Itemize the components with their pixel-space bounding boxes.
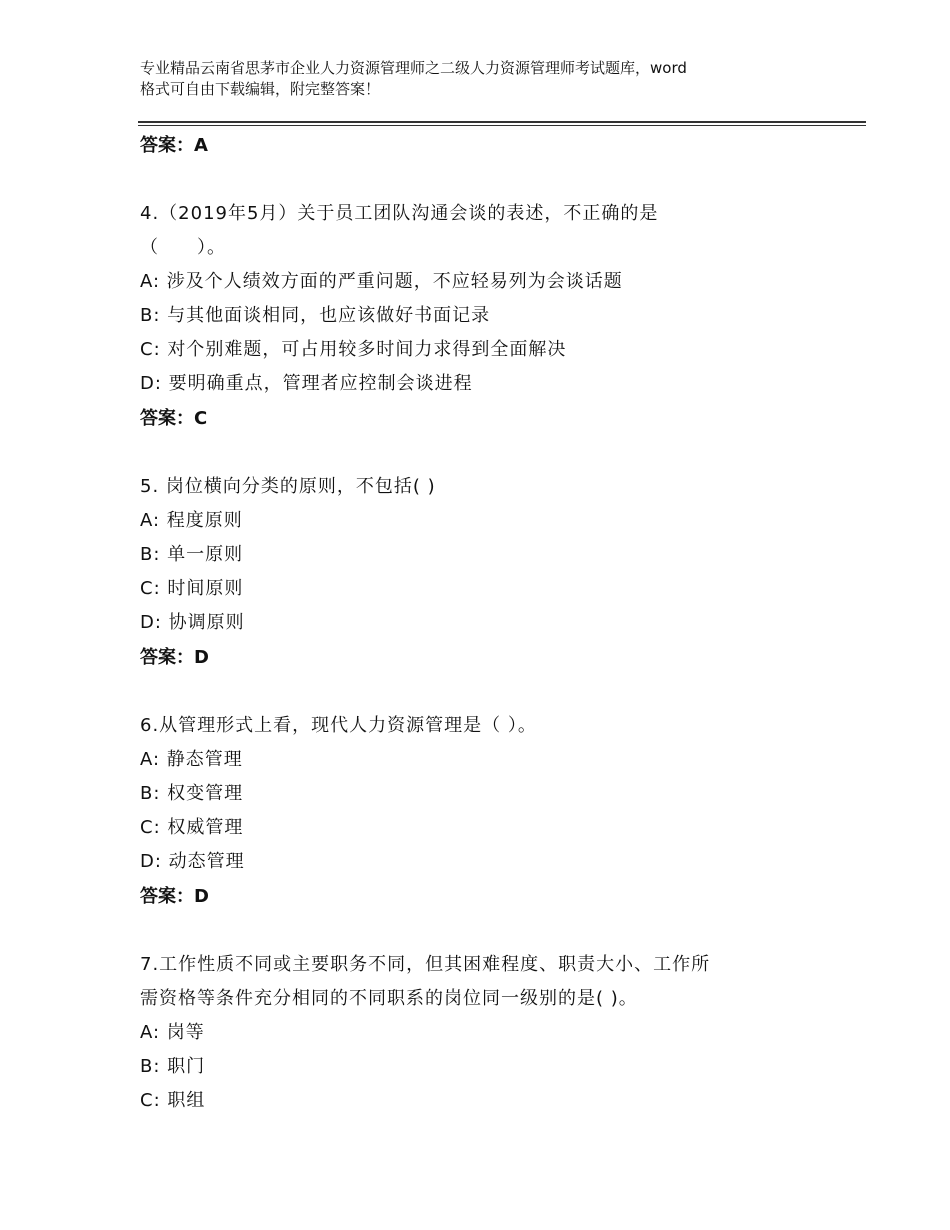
- question-4-answer: 答案：C: [140, 408, 208, 429]
- question-4-option-d: D: 要明确重点，管理者应控制会谈进程: [140, 373, 473, 394]
- question-6-option-c: C: 权威管理: [140, 817, 244, 838]
- question-7-option-a: A: 岗等: [140, 1022, 205, 1043]
- question-5-option-b: B: 单一原则: [140, 544, 244, 565]
- header-divider-thin: [138, 125, 866, 126]
- question-5-option-c: C: 时间原则: [140, 578, 244, 599]
- question-4-text: 4.（2019年5月）关于员工团队沟通会谈的表述，不正确的是: [140, 203, 659, 224]
- question-4-option-a: A: 涉及个人绩效方面的严重问题，不应轻易列为会谈话题: [140, 271, 623, 292]
- answer-previous: 答案：A: [140, 135, 208, 156]
- header-line-1: 专业精品云南省思茅市企业人力资源管理师之二级人力资源管理师考试题库，word: [140, 59, 687, 77]
- question-5-answer: 答案：D: [140, 647, 209, 668]
- question-7-text: 7.工作性质不同或主要职务不同，但其困难程度、职责大小、工作所: [140, 954, 711, 975]
- question-7-option-c: C: 职组: [140, 1090, 206, 1111]
- question-5-option-d: D: 协调原则: [140, 612, 245, 633]
- question-5-text: 5. 岗位横向分类的原则，不包括( ): [140, 476, 436, 497]
- document-header: [140, 58, 840, 100]
- header-line-2: 格式可自由下载编辑，附完整答案！: [140, 80, 381, 98]
- question-6-option-b: B: 权变管理: [140, 783, 244, 804]
- question-4-option-c: C: 对个别难题，可占用较多时间力求得到全面解决: [140, 339, 567, 360]
- question-6-answer: 答案：D: [140, 886, 209, 907]
- question-7-text-cont: 需资格等条件充分相同的不同职系的岗位同一级别的是( )。: [140, 988, 638, 1009]
- question-5-option-a: A: 程度原则: [140, 510, 243, 531]
- question-4-text-cont: （ ）。: [140, 237, 226, 258]
- header-divider-thick: [138, 121, 866, 123]
- question-6-option-d: D: 动态管理: [140, 851, 245, 872]
- question-6-option-a: A: 静态管理: [140, 749, 243, 770]
- question-7-option-b: B: 职门: [140, 1056, 206, 1077]
- question-4-option-b: B: 与其他面谈相同，也应该做好书面记录: [140, 305, 491, 326]
- question-6-text: 6.从管理形式上看，现代人力资源管理是（ ）。: [140, 715, 537, 736]
